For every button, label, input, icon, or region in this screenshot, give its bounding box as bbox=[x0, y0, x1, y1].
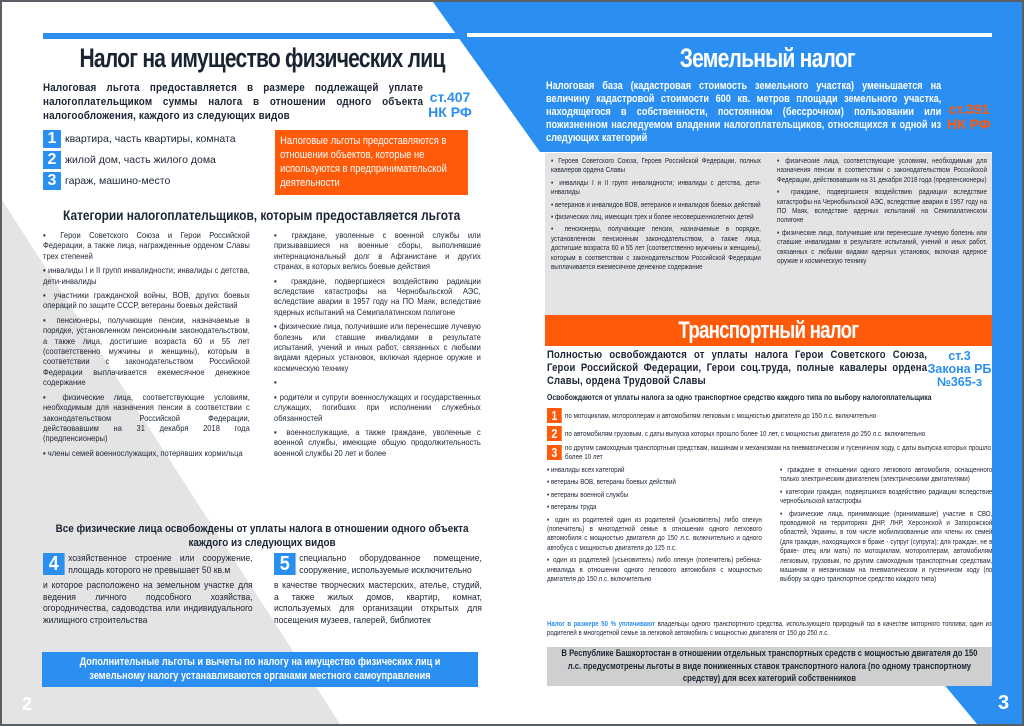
number-badge: 5 bbox=[274, 553, 296, 575]
transport-title-bar bbox=[545, 315, 992, 346]
item-text: по мотоциклам, мотороллерам и автомобилям легковым с мощностью двигателя до 150 л.с. включительно bbox=[565, 410, 877, 420]
item-text: гараж, машино-место bbox=[65, 174, 171, 187]
list-item: ▪ физические лица, получившие или перенесшие лучевую болезнь или ставшие инвалидами в результате испытаний, учений и иных работ, связанных с любыми видами ядерных установок, включая ядерное оружие и космическую технику bbox=[274, 321, 481, 373]
exempt-item-4 bbox=[43, 553, 253, 626]
item-text: квартира, часть квартиры, комната bbox=[65, 132, 236, 145]
page-number: 2 bbox=[22, 694, 33, 714]
half-rate-text: владельцы одного транспортного средства, использующего природный газ в качестве моторного топлива; один из родителей в многодетной семье за легковой автомобиль с мощностью двигателя от 150 до 250 л.с. bbox=[547, 619, 992, 638]
list-item: ▪ родители и супруги военнослужащих и государственных служащих, погибших при исполнении служебных обязанностей bbox=[274, 392, 481, 423]
transport-column-2 bbox=[780, 465, 992, 587]
number-badge: 3 bbox=[547, 445, 562, 460]
list-item: ▪ инвалиды I и II групп инвалидности; инвалиды с детства, дети-инвалиды bbox=[551, 178, 761, 197]
list-item: ▪ категории граждан, подвергшихся воздействию радиации вследствие чернобыльской катастрофы bbox=[780, 487, 992, 506]
list-item: ▪ Герои Советского Союза и Герои Российской Федерации, а также лица, награжденные орденом Славы трех степеней bbox=[43, 230, 250, 261]
list-item bbox=[547, 442, 992, 462]
item-text: жилой дом, часть жилого дома bbox=[65, 153, 216, 166]
item-text: и которое расположено на земельном участке для ведения личного подсобного хозяйства, огородничества, садоводства или индивидуального жилищного строительства bbox=[43, 580, 253, 626]
land-categories-box bbox=[545, 153, 992, 315]
land-tax-title-text: Земельный налог bbox=[679, 43, 855, 73]
list-item: ▪ граждане, подвергшиеся воздействию радиации вследствие катастрофы на Чернобыльской АЭС, вследствие аварии в 1957 году на ПО Маяк, вследствие ядерных испытаний на Семипалатинском полигоне bbox=[274, 276, 481, 318]
item-text: в качестве творческих мастерских, ателье, студий, а также жилых домов, квартир, комнат, используемых для организации открытых для посещения музеев, галерей, библиотек bbox=[274, 580, 482, 626]
list-item bbox=[43, 170, 273, 191]
property-tax-title bbox=[42, 42, 482, 74]
brochure-spread bbox=[2, 2, 1022, 724]
list-item: ▪ физические лица, соответствующие условиям, необходимым для назначения пенсии в соответствии с законодательством Российской Федерации, действовавшим на 31 декабря 2018 года (предпенсионеры) bbox=[43, 392, 250, 444]
list-item: ▪ ветераны ВОВ, ветераны боевых действий bbox=[547, 477, 762, 486]
categories-title-text: Категории налогоплательщиков, которым предоставляется льгота bbox=[63, 207, 461, 223]
categories-title bbox=[32, 206, 492, 224]
land-law-ref: ст.391 НК РФ bbox=[947, 101, 991, 132]
exempt-title: Все физические лица освобождены от уплаты налога в отношении одного объекта каждого из следующих видов bbox=[55, 523, 469, 549]
number-badge: 4 bbox=[43, 553, 65, 575]
list-item: ▪ военнослужащие, а также граждане, уволенные с военной службы, имеющие общую продолжительность военной службы 20 лет и более bbox=[274, 427, 481, 458]
property-law-ref: ст.407 НК РФ bbox=[428, 89, 472, 120]
number-badge: 2 bbox=[43, 151, 61, 169]
list-item: ▪ Героев Советского Союза, Героев Российской Федерации, полных кавалеров ордена Славы bbox=[551, 156, 761, 175]
number-badge: 2 bbox=[547, 426, 562, 441]
list-item bbox=[43, 149, 273, 170]
page-number: 3 bbox=[998, 692, 1010, 714]
list-item: ▪ члены семей военнослужащих, потерявших кормильца bbox=[43, 448, 250, 458]
list-item bbox=[274, 377, 481, 387]
list-item: ▪ ветеранов и инвалидов ВОВ, ветеранов и инвалидов боевых действий bbox=[551, 200, 761, 209]
transport-intro: Полностью освобождаются от уплаты налога Герои Советского Союза, Герои Российской Федерации, Герои соц.труда, полные кавалеры ордена Славы, ордена Трудовой Славы bbox=[547, 349, 928, 387]
list-item bbox=[547, 424, 992, 442]
half-rate-note bbox=[547, 619, 992, 638]
list-item bbox=[43, 128, 273, 149]
list-item: ▪ один из родителей (усыновитель) либо опекун (попечитель) ребенка-инвалида в отношении одного легкового автомобиля с мощностью двигателя до 150 л.с. включительно bbox=[547, 555, 762, 583]
number-badge: 1 bbox=[43, 130, 61, 148]
list-item: ▪ один из родителей один из родителей (усыновитель) либо опекун (попечитель) в многодетной семье в отношении одного легкового автомобиля с мощностью двигателя до 150 л.с. включительно и одного автобуса с мощностью двигателя до 125 л.с. bbox=[547, 515, 762, 553]
list-item: ▪ участники гражданской войны, ВОВ, других боевых операций по защите СССР, ветераны боевых действий bbox=[43, 290, 250, 311]
property-intro: Налоговая льгота предоставляется в размере подлежащей уплате налогоплательщиком суммы налога в отношении одного объекта налогообложения, каждого из следующих видов bbox=[43, 82, 424, 122]
land-column-2 bbox=[777, 156, 987, 268]
local-benefits-banner: Дополнительные льготы и вычеты по налогу на имущество физических лиц и земельному налогу устанавливаются органами местного самоуправления bbox=[42, 652, 478, 687]
transport-subtitle: Освобождаются от уплаты налога за одно транспортное средство каждого типа по выбору налогоплательщика bbox=[547, 392, 932, 402]
list-item: ▪ физические лица, соответствующие условиям, необходимым для назначения пенсии в соответствии с законодательством Российской Федерации, действовавшим на 31 декабря 2018 года (предпенсионеры) bbox=[777, 156, 987, 184]
transport-tax-title bbox=[545, 315, 992, 346]
list-item: ▪ пенсионеры, получающие пенсии, назначаемые в порядке, установленном пенсионным законодательством, а также лица, достигшие возраста 60 и 55 лет (соответственно мужчины и женщины), которым в соответствии с законодательством Российской Федерации выплачивается ежемесячное денежное содержание bbox=[551, 224, 761, 271]
number-badge: 3 bbox=[43, 172, 61, 190]
land-intro: Налоговая база (кадастровая стоимость земельного участка) уменьшается на величину кадастровой стоимости 600 кв. метров площади земельного участка, находящегося в собственности, постоянном (бессрочном) пользовании или пожизненном наследуемом владении налогоплательщиков, относящихся к одной из следующих категорий bbox=[546, 80, 942, 144]
list-item: ▪ инвалиды всех категорий bbox=[547, 465, 762, 474]
transport-tax-title-text: Транспортный налог bbox=[678, 317, 859, 344]
bashkortostan-note: В Республике Башкортостан в отношении отдельных транспортных средств с мощностью двигателя до 150 л.с. предусмотрены льготы в виде пониженных ставок транспортного налога (по одному транспортному средству) для всех категорий собственников bbox=[547, 647, 992, 686]
list-item bbox=[547, 406, 992, 424]
list-item: ▪ физические лица, принимающие (принимавшие) участие в СВО, проводимой на территориях ДНР, ЛНР, Херсонской и Запорожской областей, Украины, в том числе мобилизованные или члены их семей (для граждан, находящихся в браке - супруг (супруга); для граждан, не в браке- отец или мать) по мотоциклам, мотороллерам, автомобилям легковым, грузовым, по другим самоходным транспортным средствам, машинам и механизмам на пневматическом и гусеничном ходу (по выбору за одно транспортное средство каждого типа) bbox=[780, 509, 992, 584]
vehicle-list bbox=[547, 406, 992, 462]
list-item: ▪ граждане в отношении одного легкового автомобиля, оснащенного только электрическим двигателем (электрическими двигателями) bbox=[780, 465, 992, 484]
half-rate-lead: Налог в размере 50 % уплачивают bbox=[547, 619, 656, 628]
transport-law-ref: ст.3 Закона РБ №365-з bbox=[927, 349, 992, 389]
categories-column-1 bbox=[43, 230, 250, 462]
categories-column-2 bbox=[274, 230, 481, 462]
property-object-list bbox=[43, 128, 273, 191]
exempt-item-5 bbox=[274, 553, 482, 626]
business-use-note: Налоговые льготы предоставляются в отношении объектов, которые не используются в предпринимательской деятельности bbox=[275, 130, 468, 195]
list-item: ▪ граждане, уволенные с военной службы или призывавшиеся на военные сборы, выполнявшие интернациональный долг в Афганистане и других странах, в которых велись боевые действия bbox=[274, 230, 481, 272]
property-tax-title-text: Налог на имущество физических лиц bbox=[79, 43, 445, 73]
transport-column-1 bbox=[547, 465, 762, 586]
number-badge: 1 bbox=[547, 408, 562, 423]
land-column-1 bbox=[551, 156, 761, 274]
list-item: ▪ инвалиды I и II групп инвалидности; инвалиды с детства, дети-инвалиды bbox=[43, 265, 250, 286]
item-text: по автомобилям грузовым, с даты выпуска которых прошло более 10 лет, с мощностью двигателя до 250 л.с. включительно bbox=[565, 428, 926, 438]
item-lead: специально оборудованное помещение, сооружение, используемые исключительно bbox=[299, 553, 482, 576]
land-tax-title bbox=[542, 42, 992, 74]
list-item: ▪ пенсионеры, получающие пенсии, назначаемые в порядке, установленном пенсионным законодательством, а также лица, достигшие возраста 60 и 55 лет (соответственно мужчины и женщины), которым в соответствии с законодательством Российской Федерации выплачивается ежемесячное денежное содержание bbox=[43, 315, 250, 388]
list-item: ▪ физические лица, получившие или перенесшие лучевую болезнь или ставшие инвалидами в результате испытаний, учений и иных работ, связанных с любыми видами ядерных установок, включая ядерное оружие и космическую технику bbox=[777, 228, 987, 266]
list-item: ▪ граждане, подвергшиеся воздействию радиации вследствие катастрофы на Чернобыльской АЭС, вследствие аварии в 1957 году на ПО Маяк, вследствие ядерных испытаний на Семипалатинском полигоне bbox=[777, 187, 987, 225]
list-item: ▪ ветераны военной службы bbox=[547, 490, 762, 499]
item-text: по другим самоходным транспортным средствам, машинам и механизмам на пневматическом и гусеничном ходу, с даты выпуска которых прошло более 10 лет bbox=[565, 443, 992, 461]
list-item: ▪ ветераны труда bbox=[547, 502, 762, 511]
item-lead: хозяйственное строение или сооружение, площадь которого не превышает 50 кв.м bbox=[68, 553, 253, 576]
list-item: ▪ физических лиц, имеющих трех и более несовершеннолетних детей bbox=[551, 212, 761, 221]
